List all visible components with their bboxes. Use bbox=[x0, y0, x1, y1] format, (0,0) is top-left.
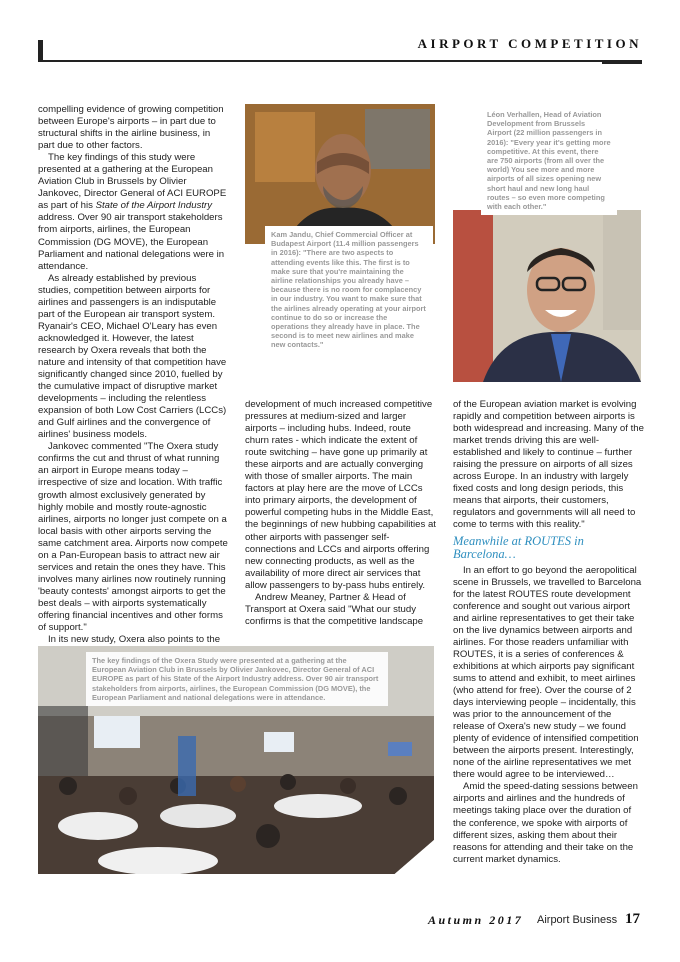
article-column-2 bbox=[245, 399, 436, 628]
section-title: AIRPORT COMPETITION bbox=[417, 36, 642, 51]
article-column-1 bbox=[38, 104, 228, 646]
paragraph: As already established by previous studies, competition between airports for airlines and passengers is an indisputable part of the European air transport system. Ryanair's CEO, Michael O'Leary has even acknowledged it. However, the latest research by Oxera reveals that both the nature and intensity of that competition have significantly changed since 2010, fuelled by the cumulative impact of disruptive market developments – including the relentless expansion of both Low Cost Carriers (LCCs) and Gulf airlines and the convergence of airlines' business models. bbox=[38, 272, 227, 441]
paragraph-text: The key findings of this study were presented at a gathering at the European Aviation Club in Brussels by Olivier Jankovec, Director General of ACI EUROPE as part of his bbox=[38, 152, 227, 212]
kam-jandu-photo bbox=[245, 104, 435, 244]
article-column-3 bbox=[453, 399, 645, 866]
paragraph: of the European aviation market is evolving rapidly and competition between airports is both widespread and increasing. Many of the market trends driving this are well-established and likely to continue – further raising the pressure on airports of all sizes across Europe. In an industry with largely fixed costs and long design periods, this means that airports, their customers, regulators and governments will all need to come to terms with this reality." bbox=[453, 399, 644, 531]
paragraph: Jankovec commented "The Oxera study confirms the cut and thrust of what running an airport in Europe means today – irrespective of size and location. With traffic growth almost exclusively generated by highly mobile and mostly route-agnostic airlines, airports no longer just compete on a local basis with other airports serving the same catchment area. Airports now compete on a Pan-European basis to attract new air services and retain the ones they have. This involves many airlines now routinely running 'beauty contests' amongst airports to get the best deals – with airports systematically offering financial incentives and other forms of support." bbox=[38, 441, 228, 634]
paragraph bbox=[38, 152, 228, 272]
paragraph: In its new study, Oxera also points to the bbox=[48, 634, 221, 646]
paragraph: compelling evidence of growing competition between Europe's airports – in part due to structural shifts in the airline business, in part due to other factors. bbox=[38, 104, 224, 152]
page-number: 17 bbox=[625, 911, 640, 927]
kam-jandu-caption: Kam Jandu, Chief Commercial Officer at Budapest Airport (11.4 million passengers in 2016): "There are two aspects to attending events like this. The first is to make sure that you're maintaining the airline relationships you already have – because there is no room for complacency in our industry. You want to make sure that the airlines already operating at your airport continue to do so or increase the operations they already have in place. The second is to meet new airlines and make new contacts." bbox=[265, 226, 433, 354]
issue-season: Autumn 2017 bbox=[428, 913, 524, 927]
header-rule bbox=[43, 60, 640, 62]
publication-name: Airport Business bbox=[537, 914, 618, 926]
header-bracket bbox=[38, 40, 43, 62]
paragraph-text: address. Over 90 air transport stakeholders from airports, airlines, the European Commission (DG MOVE), the European Parliament and national delegations were in attendance. bbox=[38, 212, 225, 272]
publication-title: State of the Airport Industry bbox=[95, 200, 213, 212]
header-accent-bar bbox=[602, 60, 642, 64]
leon-verhallen-photo bbox=[453, 210, 641, 382]
paragraph: Andrew Meaney, Partner & Head of Transport at Oxera said "What our study confirms is that the competitive landscape bbox=[245, 591, 424, 627]
leon-verhallen-caption: Léon Verhallen, Head of Aviation Development from Brussels Airport (22 million passengers in 2016): "Every year it's getting more competitive. At this event, there are 750 airports (from all over the world) You see more and more airports of all sizes opening new short haul and new long haul routes – so even more competing with each other." bbox=[481, 106, 617, 215]
paragraph: development of much increased competitive pressures at medium-sized and larger airports – including hubs. Indeed, route churn rates - which indicate the extent of route switching – have gone up primarily at these airports and are actually converging with those of smaller airports. The main factors at play here are the move of LCCs into primary airports, the development of powerful competing hubs in the Middle East, the beginnings of new hubbing capabilities at other airports with passenger self-connections and LCCs and airports offering new connecting products, as well as the availability of more direct air services that allow passengers to by-pass hubs entirely. bbox=[245, 399, 436, 591]
conference-caption: The key findings of the Oxera Study were presented at a gathering at the European Aviation Club in Brussels by Olivier Jankovec, Director General of ACI EUROPE as part of his State of the Airport Industry address. Over 90 air transport stakeholders from airports, airlines, the European Commission (DG MOVE), the European Parliament and national delegations were in attendance. bbox=[86, 652, 388, 706]
paragraph: Amid the speed-dating sessions between airports and airlines and the hundreds of meetings taking place over the duration of the conference, we spoke with airports of different sizes, asking them about their reasons for attending and their take on the current market dynamics. bbox=[453, 781, 638, 865]
subheading: Meanwhile at ROUTES in Barcelona… bbox=[453, 533, 584, 561]
paragraph: In an effort to go beyond the aeropolitical scene in Brussels, we travelled to Barcelona for the latest ROUTES route development conference and sought out various airport and airline representatives to get their take on the live dynamics between airports and airlines. For those readers unfamiliar with ROUTES, it is a series of conferences & exhibitions at which airports pay significant sums to attend and exhibit, to meet airlines (who attend for free). Over the course of 2 days interviewing people – incidentally, this was prior to the announcement of the release of Oxera's new study – we found plenty of evidence of intensified competition between the airports present. Interestingly, none of the airline representatives we met there would agree to be interviewed… bbox=[453, 564, 642, 781]
